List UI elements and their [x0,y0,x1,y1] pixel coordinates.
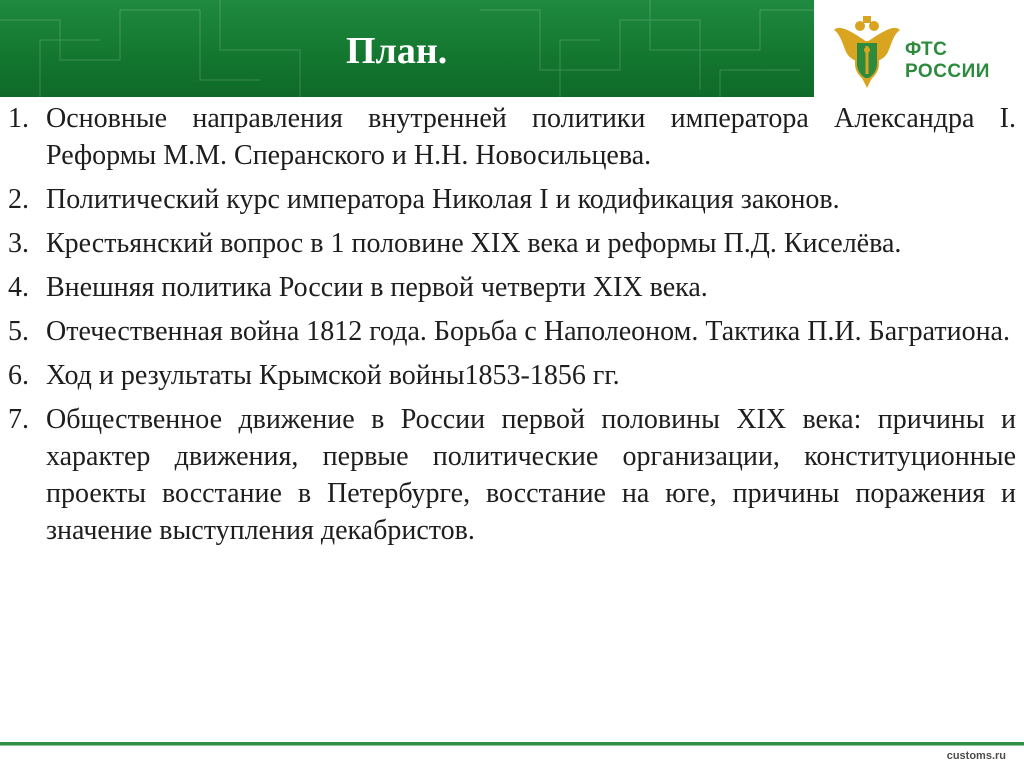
list-item [8,357,1016,394]
item-text: Ход и результаты Крымской войны1853-1856 гг. [46,360,620,391]
item-text: Крестьянский вопрос в 1 половине XIX века и реформы П.Д. Киселёва. [46,228,902,259]
list-item [8,401,1016,549]
item-number: 4. [8,272,29,303]
page-title: План. [346,30,448,72]
item-number: 7. [8,404,29,435]
list-item [8,100,1016,174]
logo-line2: РОССИИ [905,61,990,82]
item-number: 5. [8,316,29,347]
logo-text [905,39,990,83]
logo [814,0,1024,97]
item-text: Политический курс императора Николая I и кодификация законов. [46,184,840,215]
logo-line1: ФТС [905,39,948,60]
item-number: 2. [8,184,29,215]
plan-list [8,100,1016,556]
list-item [8,181,1016,218]
item-text: Основные направления внутренней политики императора Александра I. Реформы М.М. Сперанского и Н.Н. Новосильцева. [46,103,1016,171]
list-item [8,269,1016,306]
item-text: Общественное движение в России первой половины XIX века: причины и характер движения, первые политические организации, конституционные проекты восстание в Петербурге, восстание на юге, причины поражения и значение выступления декабристов. [46,404,1016,546]
header-band [0,0,814,97]
item-text: Внешняя политика России в первой четверти XIX века. [46,272,708,303]
footer-divider-thin [0,745,1024,746]
item-number: 1. [8,103,29,134]
footer-site-link[interactable]: customs.ru [946,750,1006,762]
list-item [8,225,1016,262]
item-number: 3. [8,228,29,259]
eagle-emblem-icon [832,12,902,90]
list-item [8,313,1016,350]
item-text: Отечественная война 1812 года. Борьба с Наполеоном. Тактика П.И. Багратиона. [46,316,1010,347]
item-number: 6. [8,360,29,391]
